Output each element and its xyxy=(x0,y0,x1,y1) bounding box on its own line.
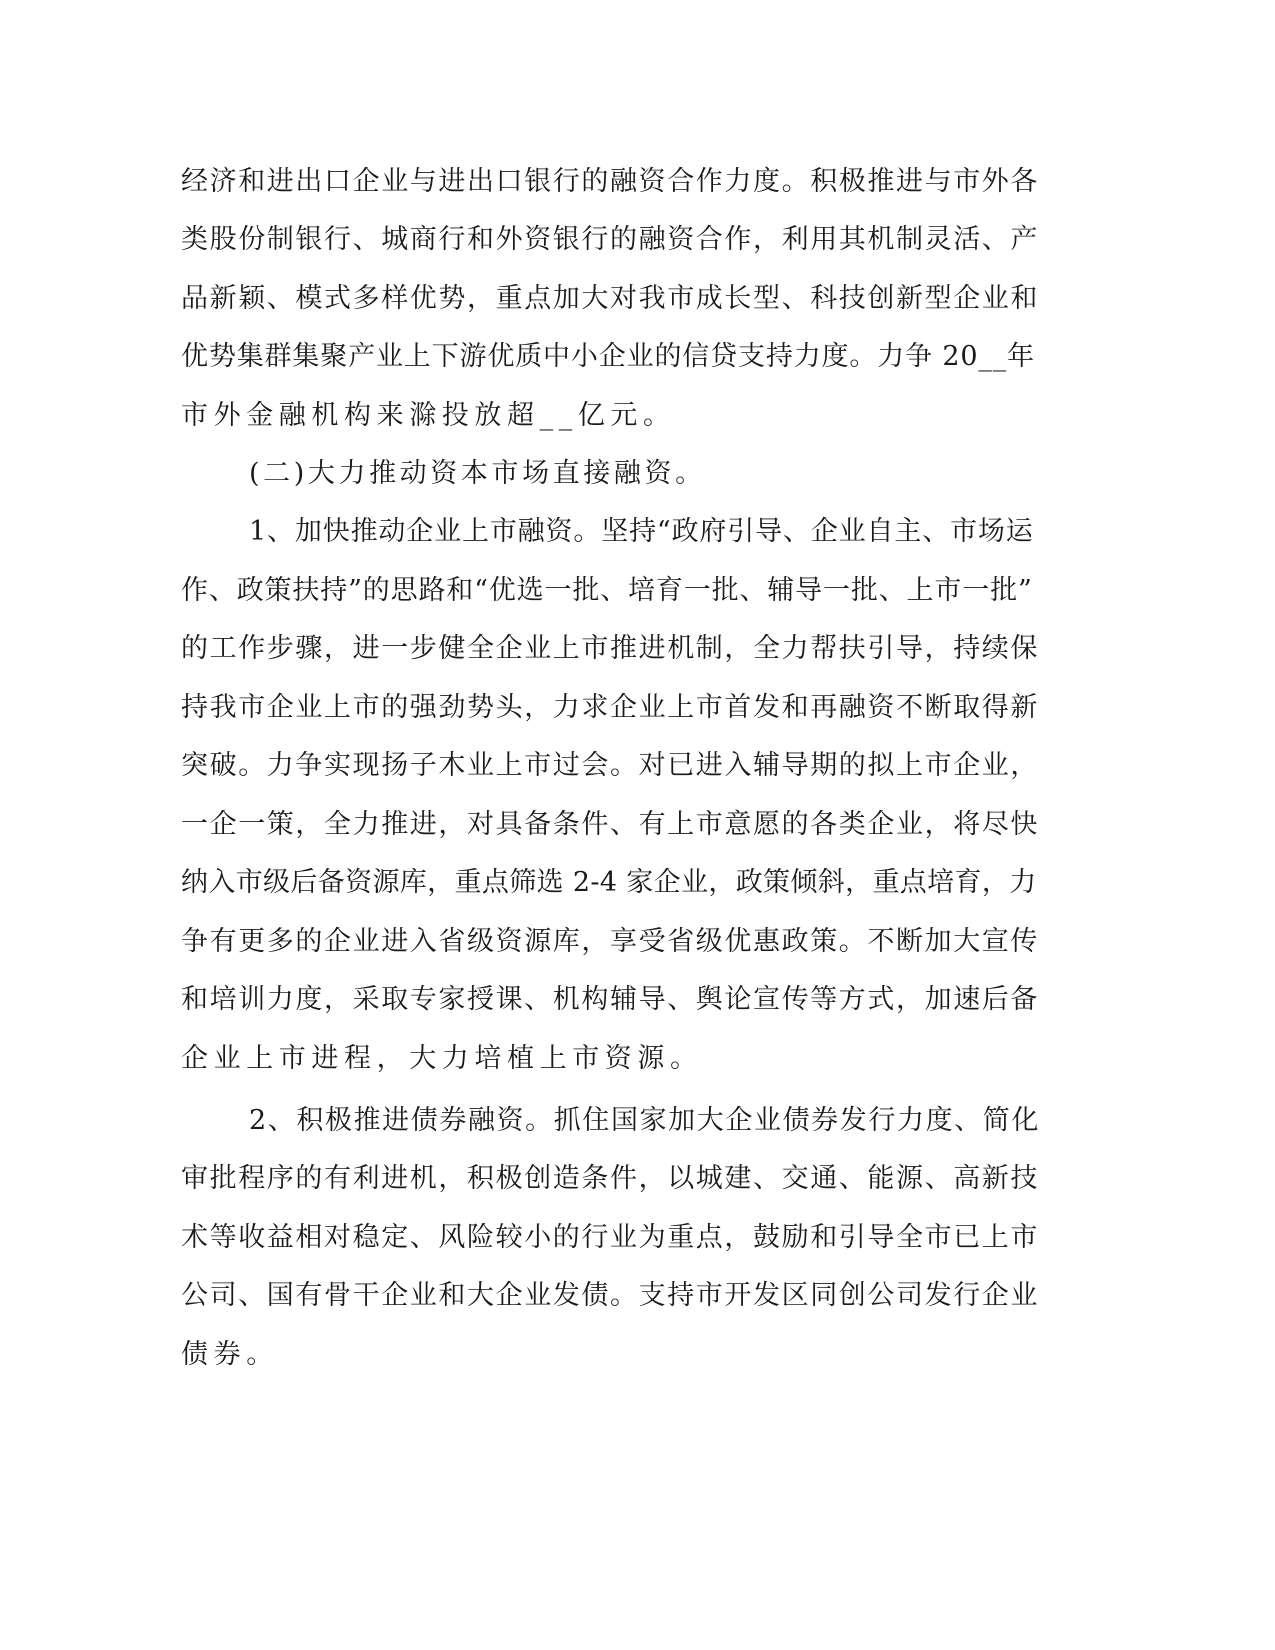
text-line: 类股份制银行、城商行和外资银行的融资合作，利用其机制灵活、产 xyxy=(181,224,1039,255)
text-line: 企业上市进程，大力培植上市资源。 xyxy=(181,1043,703,1074)
text-line: 作、政策扶持”的思路和“优选一批、培育一批、辅导一批、上市一批” xyxy=(181,575,1033,606)
section-heading: (二)大力推动资本市场直接融资。 xyxy=(249,458,706,489)
text-line: 纳入市级后备资源库，重点筛选 2-4 家企业，政策倾斜，重点培育，力 xyxy=(181,867,1037,898)
paragraph-start: 2、积极推进债券融资。抓住国家加大企业债券发行力度、简化 xyxy=(249,1105,1040,1136)
text-line: 审批程序的有利进机，积极创造条件，以城建、交通、能源、高新技 xyxy=(181,1163,1039,1194)
text-line: 术等收益相对稳定、风险较小的行业为重点，鼓励和引导全市已上市 xyxy=(181,1222,1039,1253)
text-line: 一企一策，全力推进，对具备条件、有上市意愿的各类企业，将尽快 xyxy=(181,809,1039,840)
paragraph-start: 1、加快推动企业上市融资。坚持“政府引导、企业自主、市场运 xyxy=(249,516,1034,547)
text-line: 公司、国有骨干企业和大企业发债。支持市开发区同创公司发行企业 xyxy=(181,1280,1039,1311)
text-line: 债券。 xyxy=(181,1339,279,1370)
text-line: 市外金融机构来滁投放超__亿元。 xyxy=(181,400,676,431)
text-line: 和培训力度，采取专家授课、机构辅导、舆论宣传等方式，加速后备 xyxy=(181,984,1039,1015)
text-line: 优势集群集聚产业上下游优质中小企业的信贷支持力度。力争 20__年 xyxy=(181,341,1035,372)
text-line: 的工作步骤，进一步健全企业上市推进机制，全力帮扶引导，持续保 xyxy=(181,633,1039,664)
text-line: 突破。力争实现扬子木业上市过会。对已进入辅导期的拟上市企业， xyxy=(181,750,1039,781)
text-line: 品新颖、模式多样优势，重点加大对我市成长型、科技创新型企业和 xyxy=(181,283,1039,314)
text-line: 争有更多的企业进入省级资源库，享受省级优惠政策。不断加大宣传 xyxy=(181,926,1039,957)
text-line: 持我市企业上市的强劲势头，力求企业上市首发和再融资不断取得新 xyxy=(181,692,1039,723)
text-line: 经济和进出口企业与进出口银行的融资合作力度。积极推进与市外各 xyxy=(181,166,1039,197)
